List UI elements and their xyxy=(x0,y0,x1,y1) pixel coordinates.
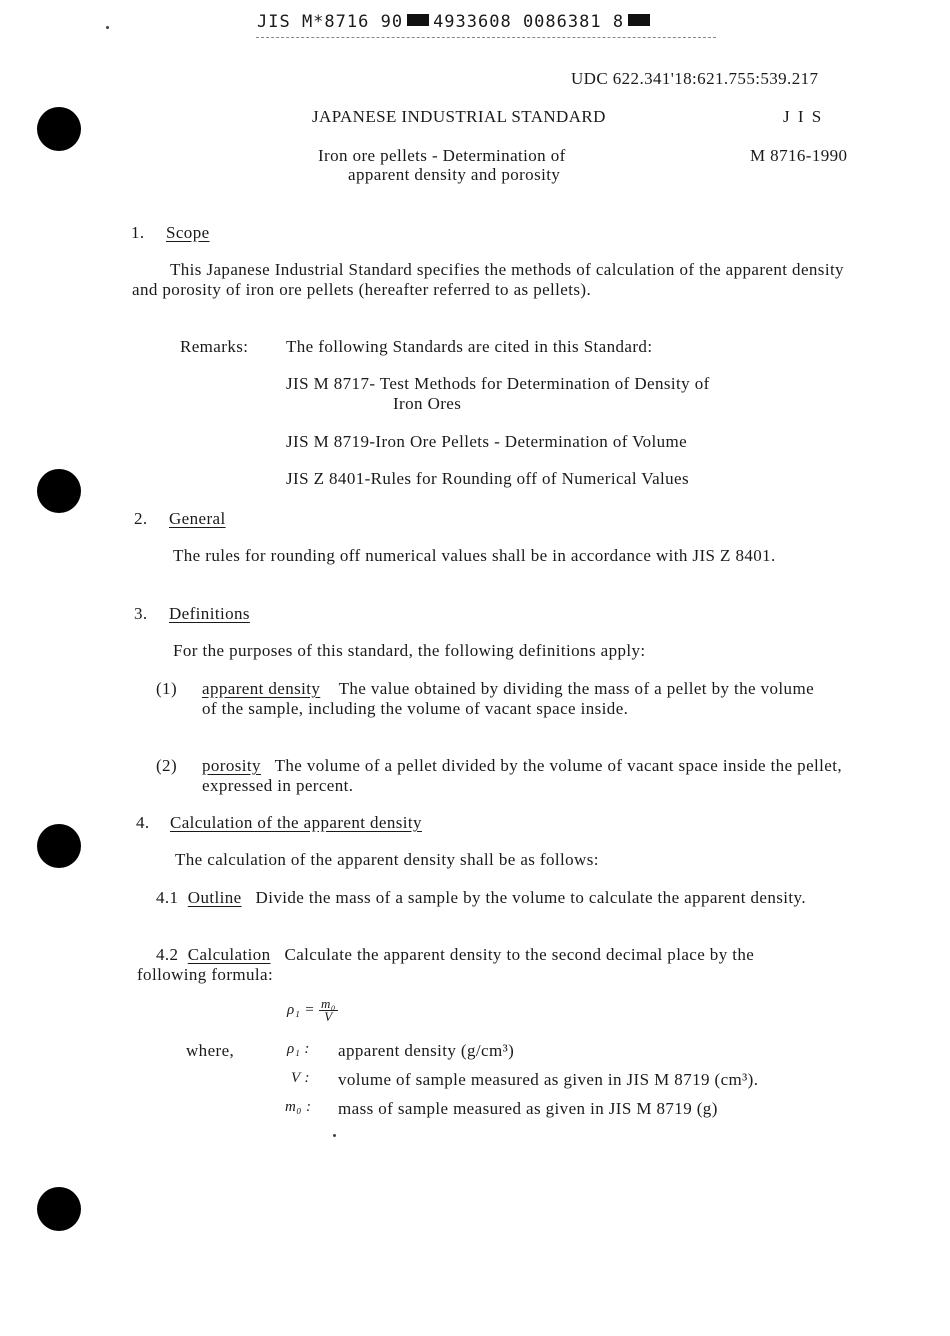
scan-speck xyxy=(106,26,109,29)
formula-denominator: V xyxy=(324,1009,333,1024)
density-formula xyxy=(287,998,338,1023)
subsection-4-1 xyxy=(137,888,837,908)
code-middle: 4933608 0086381 8 xyxy=(433,12,625,32)
section-2-number: 2. xyxy=(134,509,148,528)
section-1-body: This Japanese Industrial Standard specifies the methods of calculation of the apparent density and porosity of iron ore pellets (hereafter referred to as pellets). xyxy=(132,260,844,299)
doc-number: M 8716-1990 xyxy=(750,146,848,165)
variable-symbol: m₀ : xyxy=(285,1099,312,1115)
subsection-4-2-heading: Calculation xyxy=(187,945,271,964)
definition-2-text: The volume of a pellet divided by the volume of vacant space inside the pellet, expressed in percent. xyxy=(202,756,842,795)
definition-1-number: (1) xyxy=(156,679,178,698)
punch-hole xyxy=(37,824,81,868)
section-3-intro: For the purposes of this standard, the following definitions apply: xyxy=(173,641,646,660)
variable-description: apparent density (g/cm³) xyxy=(338,1041,515,1060)
variable-symbol: ρ₁ : xyxy=(287,1041,310,1057)
code-prefix: JIS M*8716 90 xyxy=(257,12,404,32)
standard-label: JAPANESE INDUSTRIAL STANDARD xyxy=(312,107,606,126)
formula-numerator: m₀ xyxy=(321,996,336,1011)
definition-2-number: (2) xyxy=(156,756,178,775)
where-label: where, xyxy=(186,1041,235,1060)
definition-2-term: porosity xyxy=(202,756,261,775)
barcode-block xyxy=(407,14,429,26)
punch-hole xyxy=(37,1187,81,1231)
section-2-body: The rules for rounding off numerical values shall be in accordance with JIS Z 8401. xyxy=(173,546,776,565)
formula-fraction xyxy=(319,998,338,1023)
scan-speck xyxy=(333,1134,336,1137)
remarks-text: The following Standards are cited in this Standard: xyxy=(286,337,653,356)
section-4-intro: The calculation of the apparent density shall be as follows: xyxy=(175,850,599,869)
punch-hole xyxy=(37,107,81,151)
section-1-number: 1. xyxy=(131,223,145,242)
punch-hole xyxy=(37,469,81,513)
subsection-4-2 xyxy=(137,945,817,984)
formula-lhs: ρ₁ = xyxy=(287,1001,315,1018)
jis-label: J I S xyxy=(783,107,824,126)
subsection-4-1-heading: Outline xyxy=(187,888,242,907)
section-2-heading: General xyxy=(169,509,226,528)
subsection-4-1-number: 4.1 xyxy=(156,888,179,907)
definition-2 xyxy=(202,756,867,795)
reference-1-cont: Iron Ores xyxy=(393,394,462,413)
reference-2: JIS M 8719-Iron Ore Pellets - Determination of Volume xyxy=(286,432,688,451)
remarks-label: Remarks: xyxy=(180,337,249,356)
reference-3: JIS Z 8401-Rules for Rounding off of Numerical Values xyxy=(286,469,690,488)
title-line-1: Iron ore pellets - Determination of xyxy=(318,146,566,165)
section-3-number: 3. xyxy=(134,604,148,623)
barcode-block xyxy=(628,14,650,26)
title-line-2: apparent density and porosity xyxy=(348,165,561,184)
variable-symbol: V : xyxy=(291,1070,310,1086)
definition-1-term: apparent density xyxy=(202,679,321,698)
subsection-4-2-text: Calculate the apparent density to the second decimal place by the following formula: xyxy=(137,945,755,984)
definition-1 xyxy=(202,679,822,718)
section-4-number: 4. xyxy=(136,813,150,832)
variable-description: volume of sample measured as given in JIS M 8719 (cm³). xyxy=(338,1070,759,1089)
definition-1-text: The value obtained by dividing the mass of a pellet by the volume of the sample, including the volume of vacant space inside. xyxy=(202,679,815,718)
subsection-4-1-text: Divide the mass of a sample by the volume to calculate the apparent density. xyxy=(255,888,806,907)
udc-code: UDC 622.341'18:621.755:539.217 xyxy=(571,69,819,88)
subsection-4-2-number: 4.2 xyxy=(156,945,179,964)
variable-description: mass of sample measured as given in JIS M 8719 (g) xyxy=(338,1099,718,1118)
section-1-heading: Scope xyxy=(166,223,210,242)
header-divider xyxy=(256,37,716,38)
section-3-heading: Definitions xyxy=(169,604,250,623)
document-code-strip xyxy=(257,12,654,32)
section-4-heading: Calculation of the apparent density xyxy=(170,813,422,832)
reference-1: JIS M 8717- Test Methods for Determination of Density of xyxy=(286,374,710,393)
